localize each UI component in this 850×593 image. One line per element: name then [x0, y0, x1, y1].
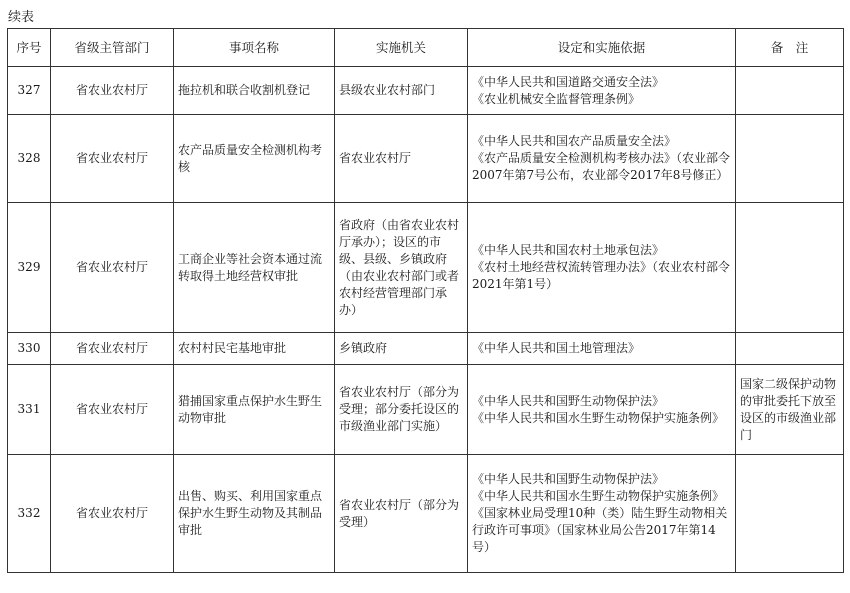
table-row [8, 67, 844, 115]
row-dept: 省农业农村厅 [51, 365, 174, 455]
row-agency: 省农业农村厅 [335, 115, 468, 203]
row-basis [468, 115, 736, 203]
row-basis [468, 203, 736, 333]
basis-line: 《中华人民共和国野生动物保护法》 [472, 393, 665, 408]
basis-line: 《中华人民共和国水生野生动物保护实施条例》 [472, 489, 725, 503]
row-item: 农村村民宅基地审批 [174, 333, 335, 365]
row-dept: 省农业农村厅 [51, 67, 174, 115]
header-row [8, 29, 844, 67]
row-note [736, 455, 844, 573]
row-no: 330 [8, 333, 51, 365]
row-item: 猎捕国家重点保护水生野生动物审批 [174, 365, 335, 455]
basis-line: 《中华人民共和国道路交通安全法》 [472, 74, 665, 89]
row-agency: 省农业农村厅（部分为受理） [335, 455, 468, 573]
row-agency: 乡镇政府 [335, 333, 468, 365]
approval-items-table [7, 28, 844, 573]
basis-line: 《中华人民共和国水生野生动物保护实施条例》 [472, 410, 725, 425]
basis-line: 《农业机械安全监督管理条例》 [472, 91, 641, 106]
row-basis [468, 333, 736, 365]
basis-line: 《中华人民共和国野生动物保护法》 [472, 472, 665, 486]
header-item: 事项名称 [174, 29, 335, 67]
basis-line: 《国家林业局受理10种（类）陆生野生动物相关行政许可事项》（国家林业局公告2017年第14号） [472, 506, 728, 554]
row-basis [468, 365, 736, 455]
row-note: 国家二级保护动物的审批委托下放至设区的市级渔业部门 [736, 365, 844, 455]
row-dept: 省农业农村厅 [51, 203, 174, 333]
row-no: 332 [8, 455, 51, 573]
header-note: 备 注 [736, 29, 844, 67]
row-agency: 省农业农村厅（部分为受理；部分委托设区的市级渔业部门实施） [335, 365, 468, 455]
table-caption: 续表 [8, 10, 35, 25]
header-no: 序号 [8, 29, 51, 67]
row-item: 农产品质量安全检测机构考核 [174, 115, 335, 203]
basis-line: 《中华人民共和国土地管理法》 [472, 341, 641, 355]
basis-line: 《农村土地经营权流转管理办法》（农业农村部令2021年第1号） [472, 260, 731, 291]
row-note [736, 333, 844, 365]
row-no: 329 [8, 203, 51, 333]
table-row [8, 365, 844, 455]
table-row [8, 333, 844, 365]
basis-line: 《农产品质量安全检测机构考核办法》（农业部令2007年第7号公布，农业部令2017年8号修正） [472, 151, 731, 182]
row-agency: 省政府（由省农业农村厅承办）；设区的市级、县级、乡镇政府（由农业农村部门或者农村经营管理部门承办） [335, 203, 468, 333]
row-no: 331 [8, 365, 51, 455]
row-no: 328 [8, 115, 51, 203]
row-item: 拖拉机和联合收割机登记 [174, 67, 335, 115]
row-dept: 省农业农村厅 [51, 115, 174, 203]
table-row [8, 455, 844, 573]
row-no: 327 [8, 67, 51, 115]
basis-line: 《中华人民共和国农村土地承包法》 [472, 243, 665, 257]
row-note [736, 203, 844, 333]
row-basis [468, 455, 736, 573]
basis-line: 《中华人民共和国农产品质量安全法》 [472, 134, 677, 148]
row-basis [468, 67, 736, 115]
row-note [736, 115, 844, 203]
row-dept: 省农业农村厅 [51, 333, 174, 365]
row-agency: 县级农业农村部门 [335, 67, 468, 115]
row-item: 工商企业等社会资本通过流转取得土地经营权审批 [174, 203, 335, 333]
row-item: 出售、购买、利用国家重点保护水生野生动物及其制品审批 [174, 455, 335, 573]
table-row [8, 115, 844, 203]
row-note [736, 67, 844, 115]
header-basis: 设定和实施依据 [468, 29, 736, 67]
table-row [8, 203, 844, 333]
header-dept: 省级主管部门 [51, 29, 174, 67]
row-dept: 省农业农村厅 [51, 455, 174, 573]
header-agency: 实施机关 [335, 29, 468, 67]
